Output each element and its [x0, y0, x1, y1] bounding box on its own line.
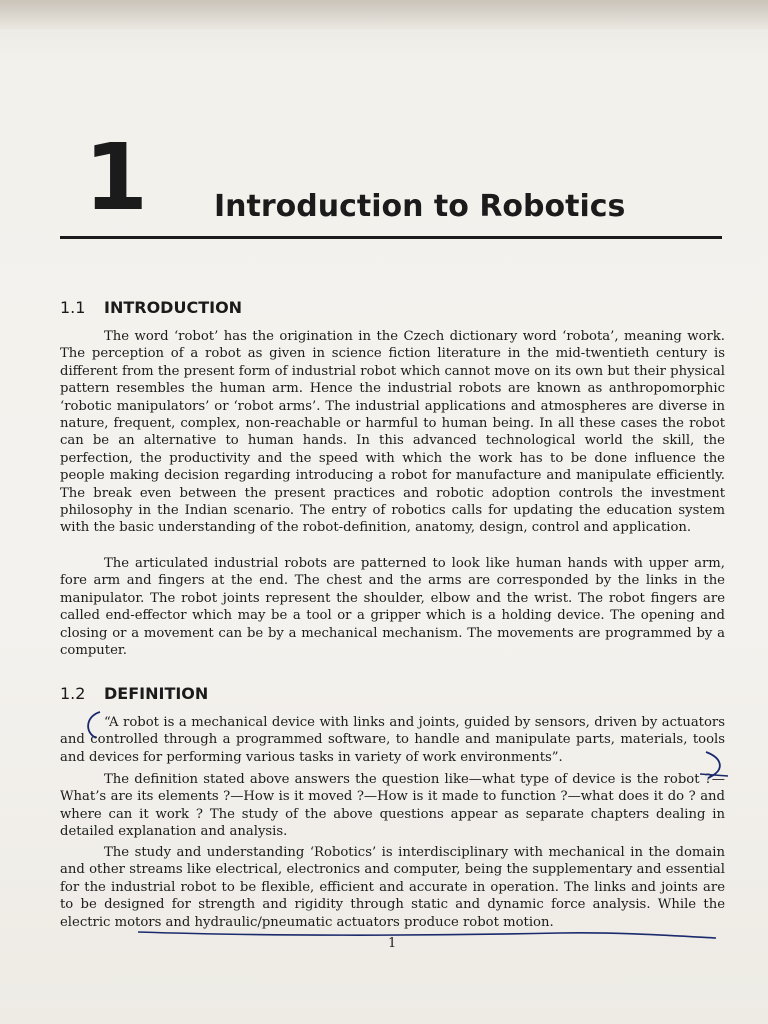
section-title: DEFINITION: [104, 684, 209, 703]
section-heading-introduction: [60, 300, 242, 316]
page-top-edge: [0, 0, 768, 30]
title-rule: [60, 236, 722, 239]
pen-underline: [138, 932, 716, 938]
paragraph-intro-1: The word ‘robot’ has the origination in the Czech dictionary word ‘robota’, meaning work. The perception of a robot as given in science fiction literature in the mid-twentieth century is different from the present form of industrial robot which cannot move on its own but their physical pattern resembles the human arm. Hence the industrial robots are known as anthropomorphic ‘robotic manipulators’ or ‘robot arms’. The industrial applications and atmospheres are diverse in nature, frequent, complex, non-reachable or harmful to human being. In all these cases the robot can be an alternative to human hands. In this advanced technological world the skill, the perfection, the productivity and the speed with which the work has to be done influence the people making decision regarding introducing a robot for manufacture and manipulate efficiently. The break even between the present practices and robotic adoption controls the investment philosophy in the Indian scenario. The entry of robotics calls for updating the education system with the basic understanding of the robot-definition, anatomy, design, control and application.: [60, 329, 725, 536]
paragraph-definition-2: The definition stated above answers the question like—what type of device is the robot ?—What’s are its elements ?—How is it moved ?—How is it made to function ?—what does it do ? and where can it work ? The study of the above questions appear as separate chapters dealing in detailed explanation and analysis.: [60, 772, 725, 840]
paragraph-intro-2: The articulated industrial robots are patterned to look like human hands with upper arm, fore arm and fingers at the end. The chest and the arms are corresponded by the links in the manipulator. The robot joints represent the shoulder, elbow and the wrist. The robot fingers are called end-effector which may be a tool or a gripper which is a holding device. The opening and closing or a movement can be by a mechanical mechanism. The movements are programmed by a computer.: [60, 556, 725, 659]
section-number: 1.2: [60, 684, 86, 703]
paragraph-definition-3: The study and understanding ‘Robotics’ is interdisciplinary with mechanical in the domain and other streams like electrical, electronics and computer, being the supplementary and essential for the industrial robot to be flexible, efficient and accurate in operation. The links and joints are to be designed for strength and rigidity through static and dynamic force analysis. While the electric motors and hydraulic/pneumatic actuators produce robot motion.: [60, 845, 725, 930]
chapter-number: 1: [84, 124, 147, 231]
page-number: 1: [388, 936, 397, 951]
section-title: INTRODUCTION: [104, 298, 243, 317]
section-heading-definition: [60, 686, 208, 702]
section-number: 1.1: [60, 298, 86, 317]
chapter-title: Introduction to Robotics: [214, 189, 626, 224]
paragraph-definition-quote: “A robot is a mechanical device with links and joints, guided by sensors, driven by actuators and controlled through a programmed software, to handle and manipulate parts, materials, tools and devices for performing various tasks in variety of work environments”.: [60, 715, 725, 765]
